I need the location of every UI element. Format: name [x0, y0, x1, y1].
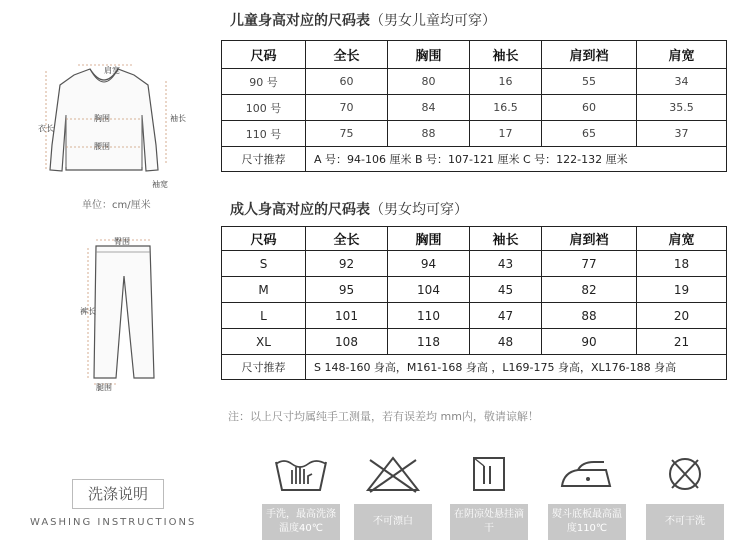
table-row	[222, 277, 727, 303]
kids-table-title	[230, 10, 496, 30]
table-cell: 43	[470, 251, 542, 277]
table-cell: 47	[470, 303, 542, 329]
table-cell: 48	[470, 329, 542, 355]
header-cell: 袖长	[470, 41, 542, 69]
header-cell: 尺码	[222, 41, 306, 69]
table-cell: 70	[306, 95, 388, 121]
table-cell: 65	[542, 121, 637, 147]
pants-diagram	[78, 236, 168, 392]
chest-label: 胸围	[94, 114, 110, 123]
recommend-value: A 号：94-106 厘米 B 号：107-121 厘米 C 号：122-132 厘米	[306, 147, 727, 172]
table-cell: 118	[388, 329, 470, 355]
wash-caption: 不可漂白	[354, 504, 432, 540]
kids-size-table	[221, 40, 727, 172]
table-cell: 77	[542, 251, 637, 277]
table-cell: 34	[637, 69, 727, 95]
table-cell: 19	[637, 277, 727, 303]
header-cell: 袖长	[470, 227, 542, 251]
table-cell: 82	[542, 277, 637, 303]
kids-recommend-row	[222, 147, 727, 172]
table-cell: S	[222, 251, 306, 277]
table-cell: 104	[388, 277, 470, 303]
table-cell: 110	[388, 303, 470, 329]
table-cell: 95	[306, 277, 388, 303]
table-cell: 101	[306, 303, 388, 329]
table-row	[222, 329, 727, 355]
table-cell: 16.5	[470, 95, 542, 121]
adult-size-table	[221, 226, 727, 380]
pants-waist-label: 臀围	[114, 237, 130, 246]
washing-subtitle: WASHING INSTRUCTIONS	[30, 517, 197, 528]
table-cell: 55	[542, 69, 637, 95]
waist-label: 腰围	[94, 142, 110, 151]
table-cell: 75	[306, 121, 388, 147]
table-cell: 60	[306, 69, 388, 95]
table-cell: 20	[637, 303, 727, 329]
header-cell: 尺码	[222, 227, 306, 251]
cuff-label: 袖宽	[152, 180, 168, 189]
table-row	[222, 303, 727, 329]
table-cell: 94	[388, 251, 470, 277]
header-cell: 肩到裆	[542, 227, 637, 251]
header-cell: 肩到裆	[542, 41, 637, 69]
table-cell: 100 号	[222, 95, 306, 121]
table-cell: 88	[388, 121, 470, 147]
kids-title-text: 儿童身高对应的尺码表	[230, 13, 370, 29]
adult-table-title	[230, 199, 468, 219]
pants-length-label: 裤长	[80, 307, 96, 316]
table-cell: 37	[637, 121, 727, 147]
wash-caption: 不可干洗	[646, 504, 724, 540]
table-cell: M	[222, 277, 306, 303]
table-cell: 17	[470, 121, 542, 147]
table-cell: 45	[470, 277, 542, 303]
unit-label: 单位：cm/厘米	[82, 200, 151, 211]
header-cell: 胸围	[388, 227, 470, 251]
iron-icon	[548, 452, 626, 496]
table-row	[222, 69, 727, 95]
table-cell: 84	[388, 95, 470, 121]
recommend-label: 尺寸推荐	[222, 147, 306, 172]
table-row	[222, 95, 727, 121]
no-dry-clean-icon	[646, 452, 724, 496]
table-row	[222, 251, 727, 277]
length-label: 衣长	[38, 124, 54, 133]
recommend-value: S 148-160 身高，M161-168 身高 ，L169-175 身高，XL176-188 身高	[306, 355, 727, 380]
table-row	[222, 121, 727, 147]
kids-title-note: （男女儿童均可穿）	[370, 13, 496, 29]
table-cell: 35.5	[637, 95, 727, 121]
table-cell: XL	[222, 329, 306, 355]
header-cell: 肩宽	[637, 227, 727, 251]
wash-caption: 熨斗底板最高温度110℃	[548, 504, 626, 540]
table-cell: 108	[306, 329, 388, 355]
adult-title-text: 成人身高对应的尺码表	[230, 202, 370, 218]
pants-hem-label: 腿围	[96, 383, 112, 392]
adult-recommend-row	[222, 355, 727, 380]
table-cell: 90 号	[222, 69, 306, 95]
washing-title: 洗涤说明	[72, 479, 164, 509]
table-cell: 16	[470, 69, 542, 95]
measurement-note: 注：以上尺寸均属纯手工测量，若有误差均 mm内，敬请谅解！	[228, 410, 539, 423]
wash-caption: 手洗，最高洗涤温度40℃	[262, 504, 340, 540]
hand-wash-icon	[262, 452, 340, 496]
table-cell: 88	[542, 303, 637, 329]
kids-header-row	[222, 41, 727, 69]
table-cell: L	[222, 303, 306, 329]
adult-title-note: （男女均可穿）	[370, 202, 468, 218]
table-cell: 110 号	[222, 121, 306, 147]
wash-caption: 在阴凉处悬挂滴干	[450, 504, 528, 540]
table-cell: 18	[637, 251, 727, 277]
recommend-label: 尺寸推荐	[222, 355, 306, 380]
header-cell: 全长	[306, 227, 388, 251]
table-cell: 90	[542, 329, 637, 355]
sleeve-label: 袖长	[170, 114, 186, 123]
header-cell: 全长	[306, 41, 388, 69]
header-cell: 肩宽	[637, 41, 727, 69]
table-cell: 60	[542, 95, 637, 121]
table-cell: 92	[306, 251, 388, 277]
header-cell: 胸围	[388, 41, 470, 69]
adult-header-row	[222, 227, 727, 251]
no-bleach-icon	[354, 452, 432, 496]
shoulder-label: 肩宽	[104, 66, 120, 75]
shade-dry-icon	[450, 452, 528, 496]
table-cell: 80	[388, 69, 470, 95]
table-cell: 21	[637, 329, 727, 355]
top-garment-diagram	[20, 55, 200, 195]
